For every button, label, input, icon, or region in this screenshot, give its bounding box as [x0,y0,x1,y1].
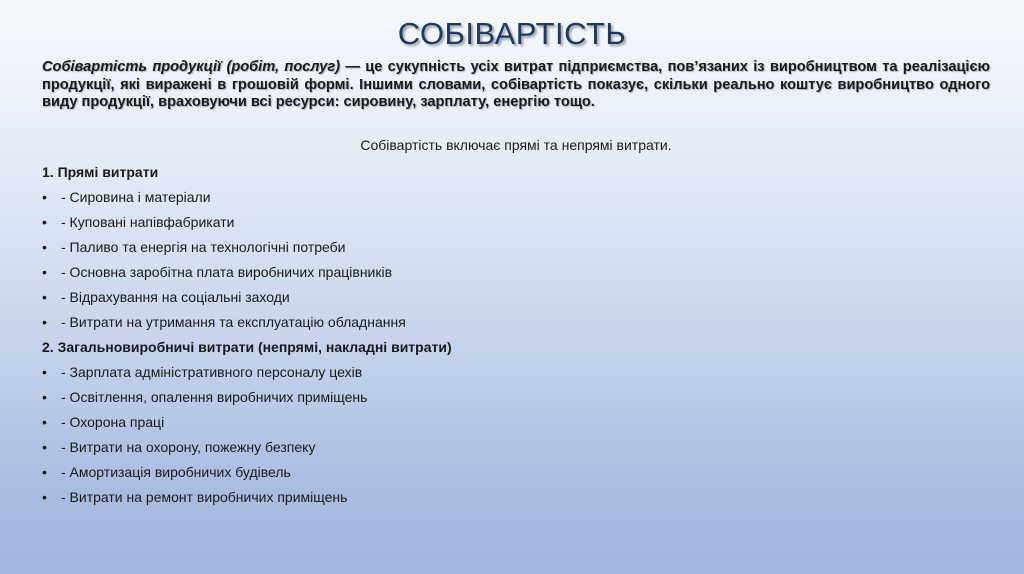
bullet-icon: • [42,414,47,430]
list-item [42,435,742,460]
list-item [42,235,742,260]
list-item-text: - Основна заробітна плата виробничих працівників [61,264,393,280]
list-item [42,385,742,410]
list-item-text: - Охорона праці [61,414,165,430]
section-heading-direct: 1. Прямі витрати [42,164,159,180]
lead-sentence: Собівартість включає прямі та непрямі витрати. [360,137,672,153]
bullet-icon: • [42,214,47,230]
definition-term: Собівартість продукції (робіт, послуг) [42,59,340,75]
list-item-text: - Куповані напівфабрикати [61,214,235,230]
slide-title: СОБІВАРТІСТЬ [397,16,627,51]
list-item-text: - Витрати на охорону, пожежну безпеку [61,439,316,455]
bullet-icon: • [42,364,47,380]
bullet-icon: • [42,439,47,455]
bullet-icon: • [42,489,47,505]
list-item [42,210,742,235]
bullet-icon: • [42,314,47,330]
list-item-text: - Витрати на утримання та експлуатацію обладнання [61,314,406,330]
list-item [42,485,742,510]
list-item [42,285,742,310]
bullet-icon: • [42,389,47,405]
list-item [42,260,742,285]
bullet-icon: • [42,464,47,480]
list-item-text: - Відрахування на соціальні заходи [61,289,290,305]
list-item-text: - Паливо та енергія на технологічні потреби [61,239,346,255]
bullet-icon: • [42,189,47,205]
list-item [42,360,742,385]
cost-list [42,160,742,510]
list-item-text: - Витрати на ремонт виробничих приміщень [61,489,348,505]
definition-text: — це сукупність усіх витрат підприємства, пов’язаних із виробництвом та реалізацією продукції, які виражені в грошовій формі. Іншими словами, собівартість показує, скільки реально коштує виробництво одного виду продукції, враховуючи всі ресурси: сировину, зарплату, енергію тощо. [42,59,990,110]
section-heading-overhead: 2. Загальновиробничі витрати (непрямі, накладні витрати) [42,339,452,355]
definition-paragraph [42,59,990,112]
list-item-text: - Освітлення, опалення виробничих приміщень [61,389,368,405]
bullet-icon: • [42,239,47,255]
list-item [42,460,742,485]
list-item [42,410,742,435]
list-item-text: - Сировина і матеріали [61,189,211,205]
list-item [42,310,742,335]
list-item-text: - Зарплата адміністративного персоналу цехів [61,364,363,380]
list-item-text: - Амортизація виробничих будівель [61,464,291,480]
bullet-icon: • [42,264,47,280]
list-item [42,185,742,210]
bullet-icon: • [42,289,47,305]
